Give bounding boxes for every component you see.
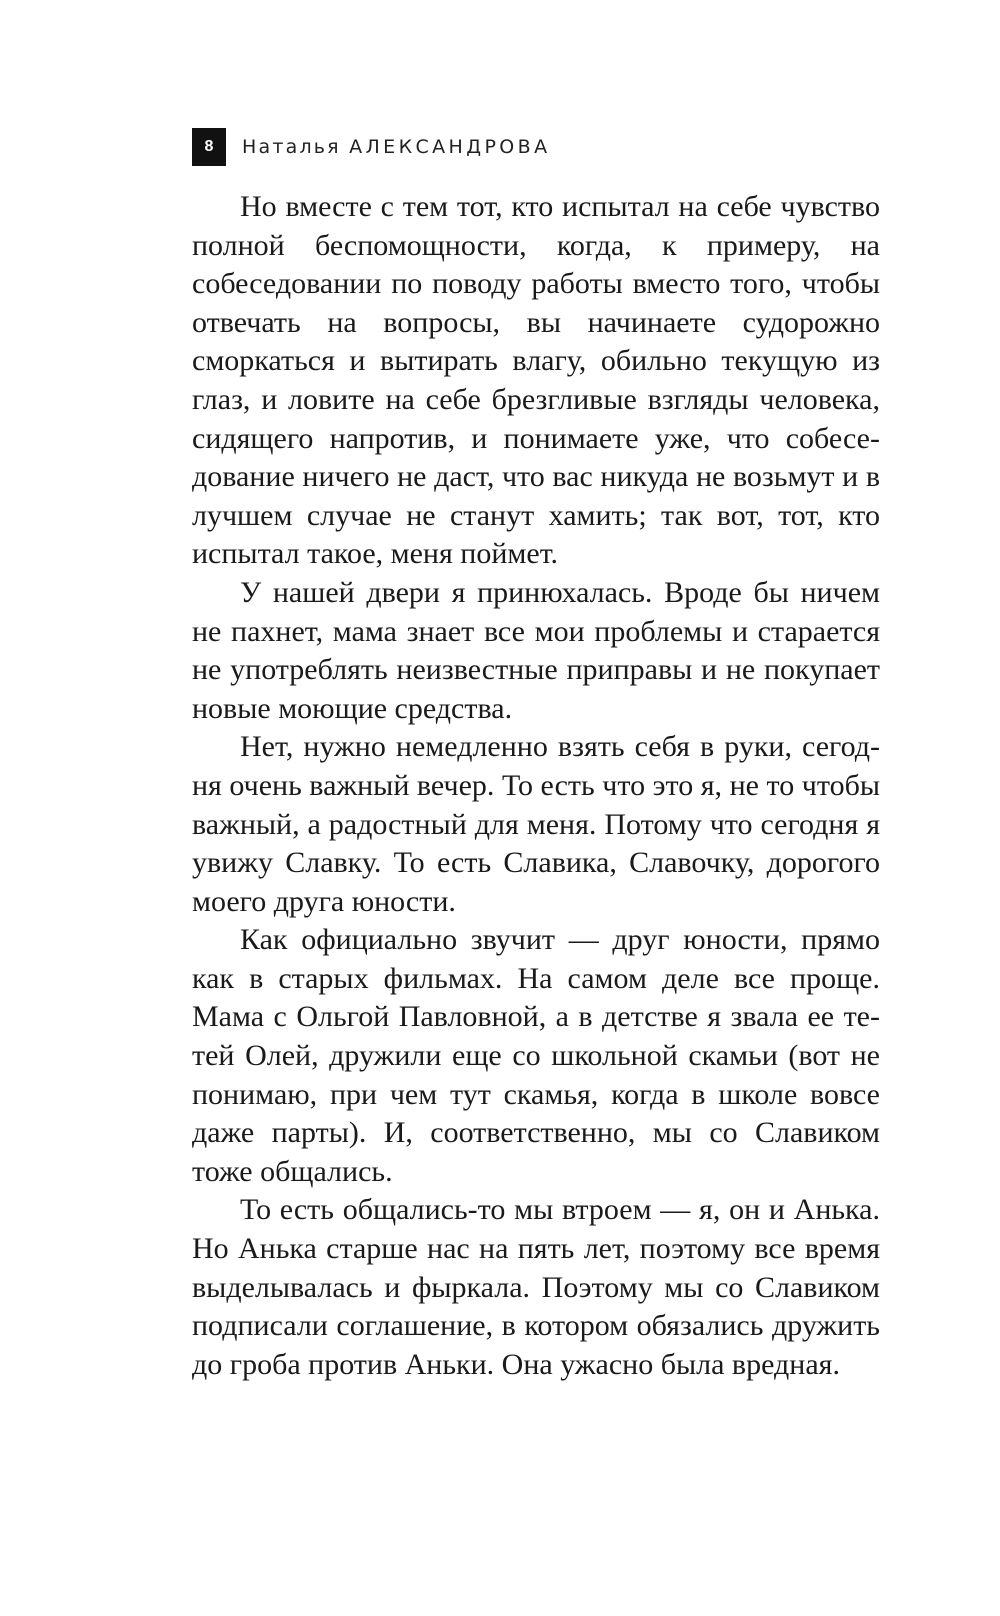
paragraph: Как официально звучит — друг юности, прямо как в старых фильмах. На самом деле все проще. Мама с Ольгой Павловной, а в детстве я звала ее тетей Олей, дружили еще со школьной скамьи (вот не понимаю, при чем тут скамья, когда в школе вовсе даже парты). И, соответственно, мы со Славиком тоже общались. (192, 923, 880, 1188)
author-last-name: АЛЕКСАНДРОВА (349, 136, 551, 158)
paragraph: Но вместе с тем тот, кто испытал на себе чувство полной беспомощности, когда, к примеру, на собеседовании по поводу работы вместо того, чтобы отвечать на вопросы, вы начинаете судорожно сморкаться и вытирать влагу, обильно текущую из глаз, и ловите на себе брезгливые взгляды человека, сидящего напротив, и понимаете уже, что собеседование ничего не даст, что вас никуда не возьмут и в лучшем случае не станут хамить; так вот, тот, кто испытал такое, меня поймет. (192, 190, 880, 571)
author-name (242, 136, 551, 158)
paragraph: У нашей двери я принюхалась. Вроде бы ничем не пахнет, мама знает все мои проблемы и старается не употреблять неизвестные приправы и не покупает новые моющие средства. (192, 575, 880, 725)
author-first-name: Наталья (242, 136, 341, 158)
running-head (192, 128, 551, 166)
paragraph: То есть общались-то мы втроем — я, он и Анька. Но Анька старше нас на пять лет, поэтому все время выделывалась и фыркала. Поэтому мы со Славиком подписали соглашение, в котором обязались дружить до гроба против Аньки. Она ужасно была вредная. (192, 1193, 880, 1381)
page-number: 8 (192, 128, 226, 166)
paragraph: Нет, нужно немедленно взять себя в руки, сегодня очень важный вечер. То есть что это я, не то чтобы важный, а радостный для меня. Потому что сегодня я увижу Славку. То есть Славика, Славочку, дорогого моего друга юности. (192, 730, 880, 918)
body-text (192, 188, 880, 1384)
